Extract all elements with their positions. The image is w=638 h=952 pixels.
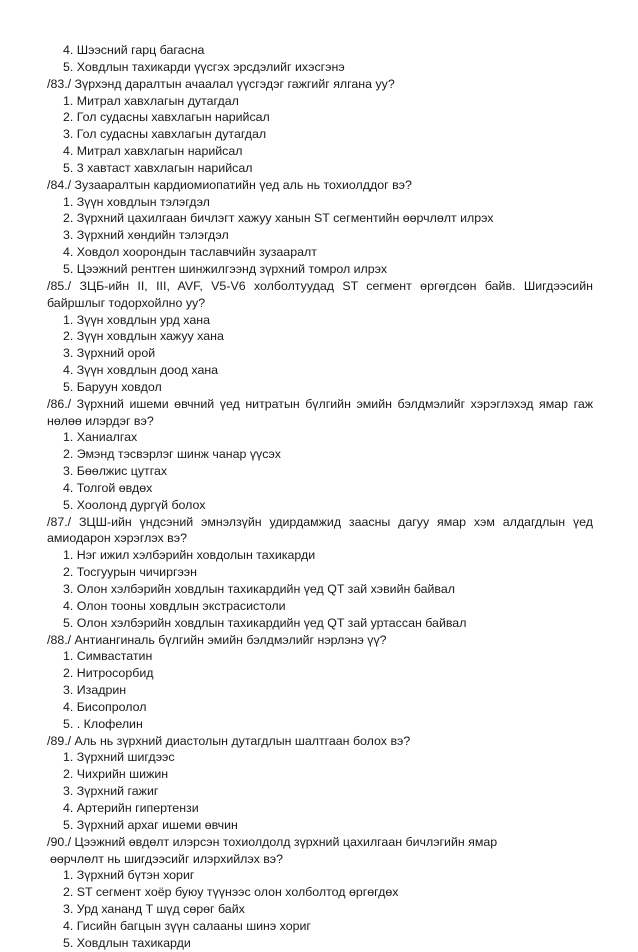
answer-option: 4. Гисийн багцын зүүн салааны шинэ хориг bbox=[63, 918, 311, 933]
answer-option: 1. Зүүн ховдлын урд хана bbox=[63, 312, 210, 327]
answer-option: 4. Шээсний гарц багасна bbox=[63, 43, 205, 57]
answer-option: 4. Толгой өвдөх bbox=[63, 480, 153, 495]
question-text-continuation: өөрчлөлт нь шигдээсийг илэрхийлэх вэ? bbox=[50, 851, 284, 866]
question-text: /88./ Антиангиналь бүлгийн эмийн бэлдмэлийг нэрлэнэ үү? bbox=[47, 632, 387, 647]
answer-option: 3. Олон хэлбэрийн ховдлын тахикардийн үед QT зай хэвийн байвал bbox=[63, 582, 455, 596]
answer-option: 5. Баруун ховдол bbox=[63, 379, 162, 394]
question-text: /87./ ЗЦШ-ийн үндсэний эмнэлзүйн удирдамжид заасны дагуу ямар хэм алдагдлын үед амиодарон хэрэглэх вэ? bbox=[47, 514, 593, 546]
answer-option: 4. Ховдол хоорондын таславчийн зузааралт bbox=[63, 245, 317, 260]
answer-option: 1. Нэг ижил хэлбэрийн ховдолын тахикарди bbox=[63, 548, 316, 563]
answer-option: 2. Зүүн ховдлын хажуу хана bbox=[63, 329, 224, 344]
answer-option: 2. Нитросорбид bbox=[63, 666, 154, 681]
answer-option: 2. Тосгуурын чичиргээн bbox=[63, 565, 197, 580]
answer-option: 2. Гол судасны хавхлагын нарийсал bbox=[63, 110, 270, 125]
answer-option: 3. Урд хананд T шүд сөрөг байх bbox=[63, 902, 245, 917]
answer-option: 5. Цээжний рентген шинжилгээнд зүрхний томрол илрэх bbox=[63, 261, 388, 276]
answer-option: 2. Чихрийн шижин bbox=[63, 767, 169, 782]
answer-option: 4. Олон тооны ховдлын экстрасистоли bbox=[63, 598, 286, 613]
answer-option: 2. Зүрхний цахилгаан бичлэгт хажуу ханын ST сегментийн өөрчлөлт илрэх bbox=[63, 211, 494, 226]
answer-option: 3. Зүрхний гажиг bbox=[63, 784, 159, 799]
answer-option: 5. Хоолонд дургүй болох bbox=[63, 497, 206, 512]
answer-option: 5. Ховдлын тахикарди bbox=[63, 935, 191, 950]
question-text: /85./ ЗЦБ-ийн II, III, AVF, V5-V6 холболтуудад ST сегмент өргөгдсөн байв. Шигдээсийн байршлыг тодорхойлно уу? bbox=[47, 278, 593, 310]
answer-option: 2. ST сегмент хоёр буюу түүнээс олон холболтод өргөгдөх bbox=[63, 885, 399, 900]
answer-option: 2. Эмэнд тэсвэрлэг шинж чанар үүсэх bbox=[63, 447, 281, 462]
question-text: /89./ Аль нь зүрхний диастолын дутагдлын шалтгаан болох вэ? bbox=[47, 733, 411, 748]
answer-option: 1. Митрал хавхлагын дутагдал bbox=[63, 93, 239, 108]
answer-option: 1. Зүүн ховдлын тэлэгдэл bbox=[63, 194, 210, 209]
answer-option: 3. Зүрхний хөндийн тэлэгдэл bbox=[63, 228, 229, 243]
answer-option: 3. Зүрхний орой bbox=[63, 346, 156, 361]
question-text: /84./ Зузааралтын кардиомиопатийн үед аль нь тохиолддог вэ? bbox=[47, 177, 412, 192]
answer-option: 1. Зүрхний бүтэн хориг bbox=[63, 868, 195, 883]
answer-option: 3. Гол судасны хавхлагын дутагдал bbox=[63, 127, 267, 142]
answer-option: 5. Зүрхний архаг ишеми өвчин bbox=[63, 817, 238, 832]
answer-option: 3. Изадрин bbox=[63, 683, 127, 698]
question-text: /86./ Зүрхний ишеми өвчний үед нитратын бүлгийн эмийн бэлдмэлийг хэрэглэхэд ямар гаж нөлөө илэрдэг вэ? bbox=[47, 396, 593, 428]
question-text: /83./ Зүрхэнд даралтын ачаалал үүсгэдэг гажгийг ялгана уу? bbox=[47, 76, 395, 91]
answer-option: 1. Ханиалгах bbox=[63, 430, 138, 445]
answer-option: 5. Олон хэлбэрийн ховдлын тахикардийн үед QT зай уртассан байвал bbox=[63, 615, 467, 630]
answer-option: 5. . Клофелин bbox=[63, 716, 143, 731]
answer-option: 4. Артерийн гипертензи bbox=[63, 800, 199, 815]
answer-option: 4. Зүүн ховдлын доод хана bbox=[63, 363, 219, 378]
answer-option: 1. Симвастатин bbox=[63, 649, 153, 664]
answer-option: 5. Ховдлын тахикарди үүсгэх эрсдэлийг ихэсгэнэ bbox=[63, 59, 345, 74]
document-page bbox=[47, 42, 593, 952]
answer-option: 5. 3 хавтаст хавхлагын нарийсал bbox=[63, 160, 253, 175]
answer-option: 4. Митрал хавхлагын нарийсал bbox=[63, 144, 243, 159]
answer-option: 3. Бөөлжис цутгах bbox=[63, 464, 168, 479]
answer-option: 1. Зүрхний шигдээс bbox=[63, 750, 175, 765]
question-text: /90./ Цээжний өвдөлт илэрсэн тохиолдолд зүрхний цахилгаан бичлэгийн ямар bbox=[47, 834, 498, 849]
answer-option: 4. Бисопролол bbox=[63, 699, 147, 714]
